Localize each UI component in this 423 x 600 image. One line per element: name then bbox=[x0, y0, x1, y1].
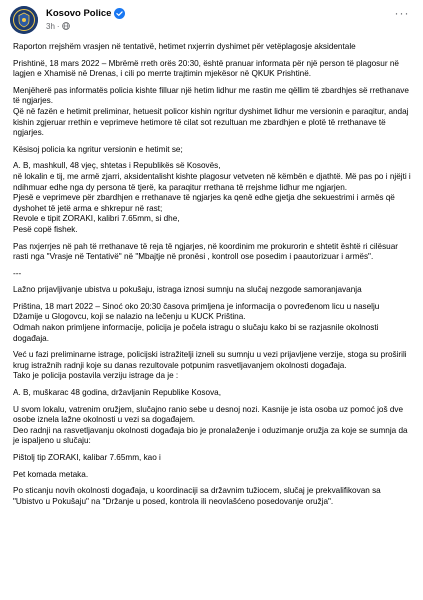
post-time[interactable]: 3h bbox=[46, 22, 55, 31]
author-name[interactable]: Kosovo Police bbox=[46, 8, 112, 19]
post-paragraph: Priština, 18 mart 2022 – Sinoć oko 20:30 časova primljena je informacija o povređenom licu u naselju Džamije u Glogovcu, koji se nalazio na lečenju u KUCK Priština. Odmah nakon primljene informacije, policija je počela istragu o slučaju kako bi se razjasnile okolnosti događaja. bbox=[13, 301, 380, 343]
post-header bbox=[10, 6, 413, 38]
post-body bbox=[13, 42, 411, 513]
public-globe-icon bbox=[62, 22, 70, 30]
post-paragraph: Pas nxjerrjes në pah të rrethanave të reja të ngjarjes, në koordinim me prokurorin e shtetit është ri cilësuar rasti nga "Vrasje në Tentativë" në "Mbajtje në pronësi , kontroll ose posedim i paautorizuar i armës". bbox=[13, 241, 399, 262]
post-paragraph: --- bbox=[13, 268, 22, 278]
post-paragraph: Prishtinë, 18 mars 2022 – Mbrëmë rreth orës 20:30, është pranuar informata për një person të plagosur në lagjen e Xhamisë në Drenas, i cili po merrte trajtimin mjekësor në QKUK Prishtinë. bbox=[13, 58, 399, 79]
post-meta bbox=[46, 22, 70, 31]
post-paragraph: A. B, mashkull, 48 vjeç, shtetas i Republikës së Kosovës, në lokalin e tij, me armë zjarri, aksidentalisht kishte plagosur vetveten në këmbën e djathtë. Më pas po i njëjti i ndihmuar edhe nga dy persona të tjerë, ka paraqitur rrethana të rrejshme lidhur me ngjarjen. Pjesë e veprimeve për zbardhjen e rrethanave të ngjarjes ka qenë edhe gjetja dhe sekuestrimi i armës që dyshohet të jetë arma e shkrepur në rast; Revole e tipit ZORAKI, kalibri 7.65mm, si dhe, Pesë copë fishek. bbox=[13, 161, 411, 234]
post-paragraph: Kësisoj policia ka ngritur versionin e hetimit se; bbox=[13, 144, 183, 154]
more-options-icon[interactable]: ··· bbox=[394, 6, 410, 20]
post-paragraph: Menjëherë pas informatës policia kishte filluar një hetim lidhur me rastin me qëllim të zbardhjes së rrethanave të ngjarjes. Që në fazën e hetimit preliminar, hetuesit policor kishin ngritur dyshimet lidhur me versionin e paraqitur, andaj kishin zgjeruar rrethin e veprimeve hetimore të cilat sot rezultuan me zbardhjen e plotë të rrethanave të ngjarjes. bbox=[13, 85, 409, 138]
meta-separator: · bbox=[56, 22, 60, 31]
verified-badge-icon bbox=[114, 8, 125, 19]
post-paragraph: Pištolj tip ZORAKI, kalibar 7.65mm, kao i bbox=[13, 453, 161, 462]
post-paragraph: Već u fazi preliminarne istrage, policijski istražitelji izneli su sumnju u vezi prijavljene verzije, stoga su proširili krug istražnih radnji koje su danas rezultovale potpunim rasvetljavanjem okolnosti događaja. Tako je policija postavila verziju istrage da je : bbox=[13, 350, 407, 381]
post-paragraph: Pet komada metaka. bbox=[13, 469, 89, 479]
post-paragraph: Raporton rrejshëm vrasjen në tentativë, hetimet nxjerrin dyshimet për vetëplagosje aksidentale bbox=[13, 42, 356, 51]
post-paragraph: A. B, muškarac 48 godina, državljanin Republike Kosova, bbox=[13, 388, 221, 398]
post-paragraph: Lažno prijavljivanje ubistva u pokušaju, istraga iznosi sumnju na slučaj nezgode samoranjavanja bbox=[13, 285, 362, 295]
post-paragraph: Po sticanju novih okolnosti događaja, u koordinaciji sa državnim tužiocem, slučaj je prekvalifikovan sa "Ubistvo u Pokušaju" na "Držanje u posed, kontrola ili neovlašćeno posedovanje oružja". bbox=[13, 486, 381, 506]
police-logo-avatar[interactable] bbox=[10, 6, 38, 34]
post-paragraph: U svom lokalu, vatrenim oružjem, slučajno ranio sebe u desnoj nozi. Kasnije je ista osoba uz pomoć još dve osobe iznela lažne okolnosti u vezi sa događajem. Deo radnji na rasvetljavanju okolnosti događaja bio je pronalaženje i oduzimanje oružja za koje se sumnja da je ispaljeno u slučaju: bbox=[13, 404, 408, 446]
